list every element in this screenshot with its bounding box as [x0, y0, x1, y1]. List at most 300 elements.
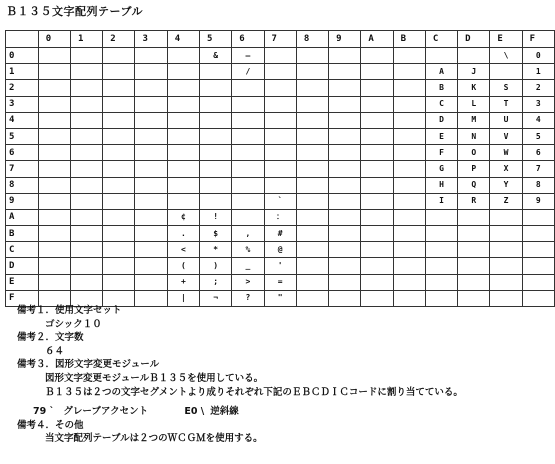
code-cell: 1 [522, 64, 554, 80]
code-cell [103, 145, 135, 161]
code-cell: K [458, 80, 490, 96]
column-header: E [490, 31, 522, 48]
code-cell: 4 [522, 112, 554, 128]
code-cell [103, 48, 135, 64]
code-cell: ' [264, 258, 296, 274]
code-cell [135, 128, 167, 144]
column-header: 0 [38, 31, 70, 48]
code-cell: ： [264, 209, 296, 225]
code-cell: " [264, 290, 296, 306]
code-cell [200, 96, 232, 112]
table-row [6, 161, 555, 177]
code-cell [393, 96, 425, 112]
code-cell: 8 [522, 177, 554, 193]
code-cell: < [167, 242, 199, 258]
code-cell [135, 80, 167, 96]
note-3-heading: 備考３．図形文字変更モジュール [17, 359, 160, 371]
code-cell: 0 [522, 48, 554, 64]
code-cell: / [232, 64, 264, 80]
column-header: F [522, 31, 554, 48]
table-row [6, 274, 555, 290]
code-cell [264, 48, 296, 64]
code-cell [70, 258, 102, 274]
code-cell [425, 226, 457, 242]
code-cell [70, 161, 102, 177]
code-cell [329, 274, 361, 290]
code-cell [232, 161, 264, 177]
code-cell [38, 112, 70, 128]
code-cell [103, 242, 135, 258]
code-cell [490, 290, 522, 306]
code-cell [38, 48, 70, 64]
note-4-line-1: 当文字配列テーブルは２つのＷＣＧＭを使用する。 [45, 433, 263, 445]
code-cell: G [425, 161, 457, 177]
note-1-value: ゴシック１０ [45, 318, 102, 330]
code-cell [361, 161, 393, 177]
code-cell [393, 274, 425, 290]
code-cell: $ [200, 226, 232, 242]
code-cell [135, 242, 167, 258]
code-cell: Q [458, 177, 490, 193]
code-cell [490, 258, 522, 274]
row-header: B [6, 226, 39, 242]
code-cell: ¬ [200, 290, 232, 306]
code-cell [38, 96, 70, 112]
code-cell [103, 193, 135, 209]
code-cell [38, 177, 70, 193]
code-cell [490, 274, 522, 290]
code-cell: U [490, 112, 522, 128]
code-cell [296, 128, 328, 144]
code-cell: H [425, 177, 457, 193]
code-cell [103, 161, 135, 177]
column-header: 1 [70, 31, 102, 48]
table-row [6, 80, 555, 96]
code-cell [361, 96, 393, 112]
code-cell [393, 242, 425, 258]
code-cell: 7 [522, 161, 554, 177]
code-cell [522, 242, 554, 258]
code-cell: T [490, 96, 522, 112]
code-cell: S [490, 80, 522, 96]
table-row [6, 226, 555, 242]
code-cell [167, 128, 199, 144]
code-cell [393, 112, 425, 128]
code-cell [200, 161, 232, 177]
code-cell [135, 112, 167, 128]
code-cell [167, 80, 199, 96]
row-header: A [6, 209, 39, 225]
code-cell [393, 258, 425, 274]
row-header: 3 [6, 96, 39, 112]
note-4-heading: 備考４．その他 [17, 419, 84, 431]
code-cell [393, 209, 425, 225]
code-cell [70, 274, 102, 290]
row-header: E [6, 274, 39, 290]
column-header: B [393, 31, 425, 48]
table-row [6, 177, 555, 193]
table-corner-cell [6, 31, 39, 48]
code-cell [329, 80, 361, 96]
code-cell [393, 48, 425, 64]
code-cell [103, 226, 135, 242]
code-cell: ( [167, 258, 199, 274]
special-code-2: E0 \ [184, 406, 205, 418]
code-cell [232, 96, 264, 112]
code-cell [135, 177, 167, 193]
code-cell: A [425, 64, 457, 80]
code-cell [135, 161, 167, 177]
code-cell: J [458, 64, 490, 80]
code-cell [38, 193, 70, 209]
code-cell: ? [232, 290, 264, 306]
code-cell [167, 145, 199, 161]
row-header: F [6, 290, 39, 306]
column-header: 3 [135, 31, 167, 48]
code-cell [232, 193, 264, 209]
code-cell: 3 [522, 96, 554, 112]
column-header: D [458, 31, 490, 48]
code-cell [296, 274, 328, 290]
code-cell [103, 274, 135, 290]
column-header: 7 [264, 31, 296, 48]
code-cell [393, 145, 425, 161]
code-cell [70, 64, 102, 80]
note-3-line-2: Ｂ１３５は２つの文字セグメントより成りそれぞれ下記のＥＢＣＤＩＣコードに割り当てている。 [45, 386, 463, 398]
note-3-line-1: 図形文字変更モジュールＢ１３５を使用している。 [45, 372, 264, 384]
code-cell [167, 112, 199, 128]
column-header: 4 [167, 31, 199, 48]
code-cell [135, 64, 167, 80]
code-cell: ) [200, 258, 232, 274]
code-cell [490, 64, 522, 80]
code-cell [264, 64, 296, 80]
code-cell: + [167, 274, 199, 290]
row-header: 6 [6, 145, 39, 161]
code-cell [70, 80, 102, 96]
table-row [6, 64, 555, 80]
code-cell: F [425, 145, 457, 161]
code-cell [361, 258, 393, 274]
code-cell: = [264, 274, 296, 290]
code-cell [522, 274, 554, 290]
code-cell [70, 209, 102, 225]
code-cell [103, 177, 135, 193]
code-cell [393, 226, 425, 242]
code-cell: 9 [522, 193, 554, 209]
special-name-1: グレーブアクセント [63, 406, 149, 418]
code-cell [103, 96, 135, 112]
code-cell [70, 112, 102, 128]
row-header: 4 [6, 112, 39, 128]
code-cell: @ [264, 242, 296, 258]
code-cell: X [490, 161, 522, 177]
code-cell: # [264, 226, 296, 242]
code-cell [361, 80, 393, 96]
code-cell [329, 242, 361, 258]
code-cell [103, 209, 135, 225]
code-cell [329, 193, 361, 209]
code-cell [329, 258, 361, 274]
code-cell: B [425, 80, 457, 96]
row-header: 7 [6, 161, 39, 177]
table-row [6, 193, 555, 209]
code-cell: , [232, 226, 264, 242]
row-header: 8 [6, 177, 39, 193]
code-cell [70, 177, 102, 193]
column-header: 6 [232, 31, 264, 48]
code-cell [361, 145, 393, 161]
code-cell [329, 161, 361, 177]
code-cell [103, 128, 135, 144]
code-cell: C [425, 96, 457, 112]
code-cell [361, 226, 393, 242]
column-header: 2 [103, 31, 135, 48]
row-header: C [6, 242, 39, 258]
code-cell [135, 193, 167, 209]
code-cell [135, 258, 167, 274]
code-cell: ` [264, 193, 296, 209]
code-cell [522, 226, 554, 242]
code-cell [200, 64, 232, 80]
code-cell: O [458, 145, 490, 161]
code-cell [38, 274, 70, 290]
row-header: 2 [6, 80, 39, 96]
code-cell [135, 226, 167, 242]
code-cell [232, 177, 264, 193]
code-cell [167, 193, 199, 209]
code-cell [361, 209, 393, 225]
code-cell [70, 96, 102, 112]
code-cell: > [232, 274, 264, 290]
code-cell [167, 96, 199, 112]
code-cell [38, 242, 70, 258]
code-cell: 2 [522, 80, 554, 96]
code-cell [200, 193, 232, 209]
code-cell [458, 48, 490, 64]
code-cell [264, 80, 296, 96]
note-2-value: ６４ [45, 345, 65, 357]
code-cell [232, 209, 264, 225]
code-cell [296, 242, 328, 258]
code-cell [361, 193, 393, 209]
code-cell [296, 48, 328, 64]
code-cell [103, 258, 135, 274]
code-cell [264, 161, 296, 177]
code-cell [296, 145, 328, 161]
code-cell [393, 177, 425, 193]
code-cell [458, 274, 490, 290]
code-cell [393, 128, 425, 144]
code-cell: I [425, 193, 457, 209]
column-header: 5 [200, 31, 232, 48]
code-cell [167, 48, 199, 64]
code-cell: Z [490, 193, 522, 209]
code-cell [361, 274, 393, 290]
code-cell [361, 177, 393, 193]
code-cell [135, 145, 167, 161]
code-cell [522, 209, 554, 225]
code-cell: – [232, 48, 264, 64]
column-header: 8 [296, 31, 328, 48]
code-cell: ¢ [167, 209, 199, 225]
table-row [6, 96, 555, 112]
code-cell [200, 177, 232, 193]
code-cell [135, 96, 167, 112]
code-cell [167, 161, 199, 177]
code-cell [70, 226, 102, 242]
code-cell [296, 177, 328, 193]
page-title: Ｂ１３５文字配列テーブル [6, 5, 144, 18]
note-2-heading: 備考２．文字数 [17, 332, 84, 344]
code-cell [296, 96, 328, 112]
code-cell [232, 80, 264, 96]
code-cell [425, 242, 457, 258]
code-cell: P [458, 161, 490, 177]
code-cell [425, 209, 457, 225]
code-cell [329, 48, 361, 64]
code-cell [522, 290, 554, 306]
code-cell [361, 64, 393, 80]
note-1-heading: 備考１．使用文字セット [17, 305, 122, 316]
code-cell [70, 48, 102, 64]
code-cell: M [458, 112, 490, 128]
code-cell [296, 112, 328, 128]
code-cell [296, 161, 328, 177]
code-cell [38, 258, 70, 274]
code-cell [70, 193, 102, 209]
row-header: 5 [6, 128, 39, 144]
code-cell [200, 145, 232, 161]
code-cell [490, 242, 522, 258]
code-cell [458, 258, 490, 274]
code-cell [232, 128, 264, 144]
code-cell [296, 258, 328, 274]
special-name-2: 逆斜線 [210, 406, 239, 418]
code-cell [458, 242, 490, 258]
code-cell [200, 128, 232, 144]
code-cell: . [167, 226, 199, 242]
code-cell [264, 112, 296, 128]
column-header: A [361, 31, 393, 48]
code-cell [522, 258, 554, 274]
table-row [6, 112, 555, 128]
code-cell [70, 145, 102, 161]
code-cell [296, 64, 328, 80]
code-cell [167, 177, 199, 193]
code-cell [103, 64, 135, 80]
code-cell [425, 274, 457, 290]
code-cell [167, 64, 199, 80]
code-cell [361, 112, 393, 128]
code-cell [296, 80, 328, 96]
code-cell [329, 226, 361, 242]
code-cell [361, 242, 393, 258]
code-cell [38, 161, 70, 177]
code-cell: R [458, 193, 490, 209]
code-cell [329, 209, 361, 225]
special-characters-line [17, 405, 463, 419]
code-cell [38, 128, 70, 144]
code-cell [296, 193, 328, 209]
code-cell [458, 209, 490, 225]
code-cell [425, 258, 457, 274]
code-cell [38, 64, 70, 80]
code-cell [329, 177, 361, 193]
code-cell: 5 [522, 128, 554, 144]
code-cell [393, 161, 425, 177]
code-cell: N [458, 128, 490, 144]
code-cell: \ [490, 48, 522, 64]
code-cell: & [200, 48, 232, 64]
code-cell [38, 226, 70, 242]
code-cell [70, 128, 102, 144]
code-cell [264, 128, 296, 144]
code-cell: ! [200, 209, 232, 225]
code-cell [490, 226, 522, 242]
code-cell [393, 193, 425, 209]
code-cell: | [167, 290, 199, 306]
code-cell [393, 80, 425, 96]
code-cell [361, 128, 393, 144]
code-cell [135, 274, 167, 290]
code-cell [38, 145, 70, 161]
code-cell [490, 209, 522, 225]
code-cell [232, 145, 264, 161]
code-cell [458, 226, 490, 242]
code-cell: Y [490, 177, 522, 193]
code-cell: E [425, 128, 457, 144]
table-row [6, 145, 555, 161]
table-row [6, 242, 555, 258]
code-cell: * [200, 242, 232, 258]
column-header: C [425, 31, 457, 48]
character-code-table [5, 30, 555, 307]
special-code-1: 79 ` [33, 406, 55, 418]
code-cell [103, 80, 135, 96]
code-cell [296, 209, 328, 225]
row-header: 0 [6, 48, 39, 64]
code-cell [200, 112, 232, 128]
code-cell [264, 177, 296, 193]
code-cell [329, 112, 361, 128]
table-row [6, 209, 555, 225]
code-cell [103, 112, 135, 128]
row-header: 9 [6, 193, 39, 209]
code-cell [232, 112, 264, 128]
code-cell [361, 48, 393, 64]
code-cell [329, 145, 361, 161]
code-cell [425, 48, 457, 64]
code-cell: % [232, 242, 264, 258]
code-cell [135, 48, 167, 64]
code-cell: V [490, 128, 522, 144]
code-cell [70, 242, 102, 258]
code-cell [264, 145, 296, 161]
table-row [6, 258, 555, 274]
code-cell [329, 128, 361, 144]
code-cell [38, 209, 70, 225]
code-cell [38, 80, 70, 96]
code-cell [135, 209, 167, 225]
code-cell [264, 96, 296, 112]
row-header: D [6, 258, 39, 274]
table-row [6, 48, 555, 64]
column-header: 9 [329, 31, 361, 48]
code-cell: ; [200, 274, 232, 290]
row-header: 1 [6, 64, 39, 80]
code-cell [329, 64, 361, 80]
